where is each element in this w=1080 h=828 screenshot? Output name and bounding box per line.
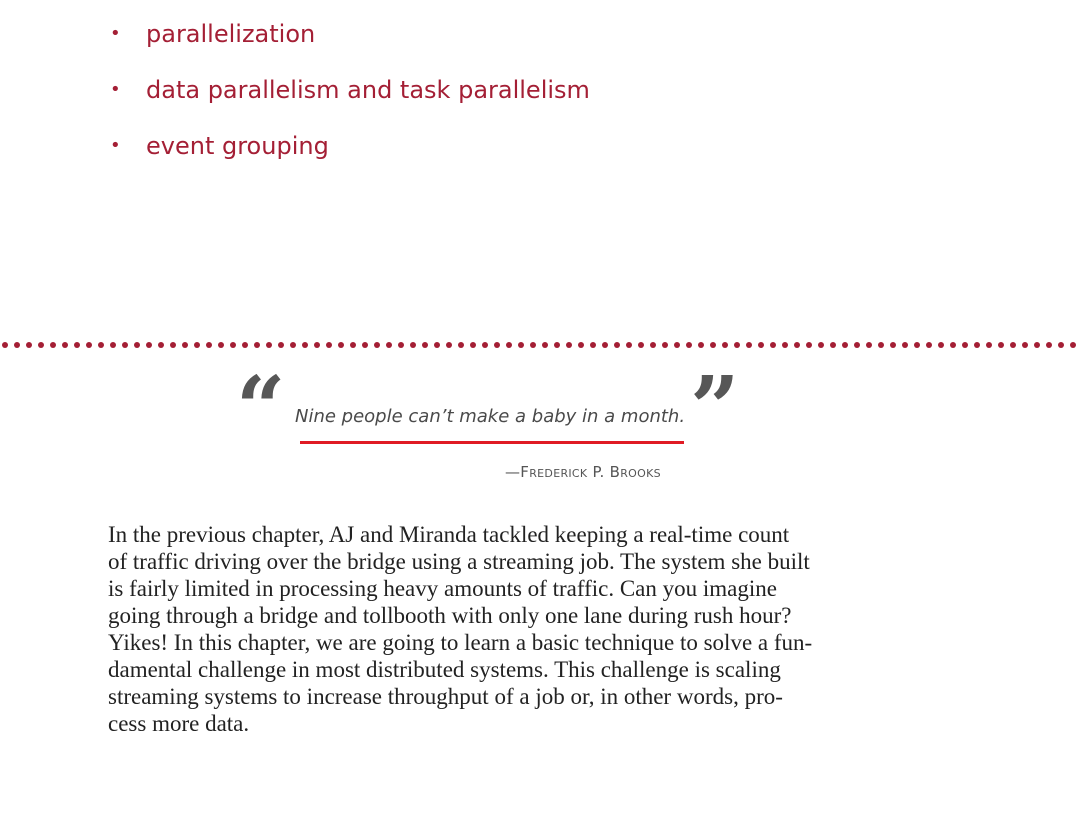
divider-dot bbox=[590, 342, 596, 348]
paragraph-line: Yikes! In this chapter, we are going to learn a basic technique to solve a fun- bbox=[108, 630, 813, 655]
divider-dot bbox=[410, 342, 416, 348]
divider-dot bbox=[14, 342, 20, 348]
divider-dot bbox=[746, 342, 752, 348]
divider-dot bbox=[506, 342, 512, 348]
divider-dot bbox=[218, 342, 224, 348]
paragraph-line: is fairly limited in processing heavy amounts of traffic. Can you imagine bbox=[108, 576, 777, 601]
paragraph-line: of traffic driving over the bridge using a streaming job. The system she built bbox=[108, 549, 810, 574]
divider-dot bbox=[494, 342, 500, 348]
divider-dot bbox=[134, 342, 140, 348]
divider-dot bbox=[890, 342, 896, 348]
list-item bbox=[110, 70, 590, 110]
bullet-label: data parallelism and task parallelism bbox=[146, 76, 590, 104]
divider-dot bbox=[758, 342, 764, 348]
open-quote-icon: “ bbox=[236, 358, 286, 459]
divider-dot bbox=[206, 342, 212, 348]
divider-dot bbox=[122, 342, 128, 348]
divider-dot bbox=[554, 342, 560, 348]
divider-dot bbox=[386, 342, 392, 348]
list-item bbox=[110, 14, 315, 54]
divider-dot bbox=[26, 342, 32, 348]
divider-dot bbox=[446, 342, 452, 348]
divider-dot bbox=[434, 342, 440, 348]
divider-dot bbox=[362, 342, 368, 348]
divider-dot bbox=[290, 342, 296, 348]
divider-dot bbox=[698, 342, 704, 348]
divider-dot bbox=[1058, 342, 1064, 348]
divider-dot bbox=[194, 342, 200, 348]
divider-dot bbox=[374, 342, 380, 348]
divider-dot bbox=[62, 342, 68, 348]
divider-dot bbox=[422, 342, 428, 348]
divider-dot bbox=[710, 342, 716, 348]
bullet-icon: • bbox=[110, 79, 121, 100]
divider-dot bbox=[1022, 342, 1028, 348]
divider-dot bbox=[518, 342, 524, 348]
divider-dot bbox=[578, 342, 584, 348]
divider-dot bbox=[110, 342, 116, 348]
divider-dot bbox=[458, 342, 464, 348]
divider-dot bbox=[638, 342, 644, 348]
quote-underline bbox=[300, 441, 684, 444]
divider-dot bbox=[398, 342, 404, 348]
divider-dot bbox=[1034, 342, 1040, 348]
paragraph-line: In the previous chapter, AJ and Miranda tackled keeping a real-time count bbox=[108, 522, 790, 547]
divider-dot bbox=[986, 342, 992, 348]
divider-dot bbox=[98, 342, 104, 348]
divider-dot bbox=[938, 342, 944, 348]
divider-dot bbox=[86, 342, 92, 348]
divider-dot bbox=[254, 342, 260, 348]
divider-dot bbox=[902, 342, 908, 348]
divider-dot bbox=[1010, 342, 1016, 348]
divider-dot bbox=[1046, 342, 1052, 348]
divider-dot bbox=[470, 342, 476, 348]
paragraph-line: streaming systems to increase throughput of a job or, in other words, pro- bbox=[108, 684, 783, 709]
divider-dot bbox=[770, 342, 776, 348]
divider-dot bbox=[794, 342, 800, 348]
paragraph-line: going through a bridge and tollbooth with only one lane during rush hour? bbox=[108, 603, 792, 628]
divider-dot bbox=[854, 342, 860, 348]
divider-dot bbox=[878, 342, 884, 348]
divider-dot bbox=[302, 342, 308, 348]
divider-dot bbox=[842, 342, 848, 348]
divider-dot bbox=[170, 342, 176, 348]
quote-attribution: —Frederick P. Brooks bbox=[505, 463, 661, 481]
divider-dot bbox=[182, 342, 188, 348]
bullet-label: parallelization bbox=[146, 20, 316, 48]
divider-dot bbox=[722, 342, 728, 348]
divider-dot bbox=[38, 342, 44, 348]
list-item bbox=[110, 126, 329, 166]
divider-dot bbox=[830, 342, 836, 348]
divider-dot bbox=[542, 342, 548, 348]
divider-dot bbox=[614, 342, 620, 348]
divider-dot bbox=[818, 342, 824, 348]
divider-dot bbox=[2, 342, 8, 348]
divider-dot bbox=[650, 342, 656, 348]
divider-dot bbox=[50, 342, 56, 348]
epigraph-quote: Nine people can’t make a baby in a month. bbox=[295, 406, 686, 427]
bullet-icon: • bbox=[110, 135, 121, 156]
divider-dot bbox=[566, 342, 572, 348]
divider-dot bbox=[662, 342, 668, 348]
divider-dot bbox=[278, 342, 284, 348]
divider-dot bbox=[926, 342, 932, 348]
divider-dot bbox=[74, 342, 80, 348]
divider-dot bbox=[950, 342, 956, 348]
divider-dot bbox=[914, 342, 920, 348]
divider-dot bbox=[350, 342, 356, 348]
divider-dot bbox=[314, 342, 320, 348]
paragraph-line: cess more data. bbox=[108, 711, 250, 736]
divider-dot bbox=[482, 342, 488, 348]
divider-dot bbox=[866, 342, 872, 348]
divider-dot bbox=[326, 342, 332, 348]
divider-dot bbox=[782, 342, 788, 348]
paragraph-line: damental challenge in most distributed systems. This challenge is scaling bbox=[108, 657, 781, 682]
bullet-label: event grouping bbox=[146, 132, 329, 160]
divider-dot bbox=[230, 342, 236, 348]
dotted-divider bbox=[0, 340, 1080, 350]
bullet-icon: • bbox=[110, 23, 121, 44]
divider-dot bbox=[602, 342, 608, 348]
divider-dot bbox=[734, 342, 740, 348]
divider-dot bbox=[806, 342, 812, 348]
divider-dot bbox=[626, 342, 632, 348]
divider-dot bbox=[146, 342, 152, 348]
divider-dot bbox=[974, 342, 980, 348]
divider-dot bbox=[242, 342, 248, 348]
chapter-intro-paragraph bbox=[108, 521, 933, 737]
divider-dot bbox=[674, 342, 680, 348]
divider-dot bbox=[1070, 342, 1076, 348]
close-quote-icon: ” bbox=[690, 358, 740, 459]
divider-dot bbox=[338, 342, 344, 348]
divider-dot bbox=[530, 342, 536, 348]
divider-dot bbox=[998, 342, 1004, 348]
divider-dot bbox=[962, 342, 968, 348]
divider-dot bbox=[158, 342, 164, 348]
divider-dot bbox=[686, 342, 692, 348]
divider-dot bbox=[266, 342, 272, 348]
